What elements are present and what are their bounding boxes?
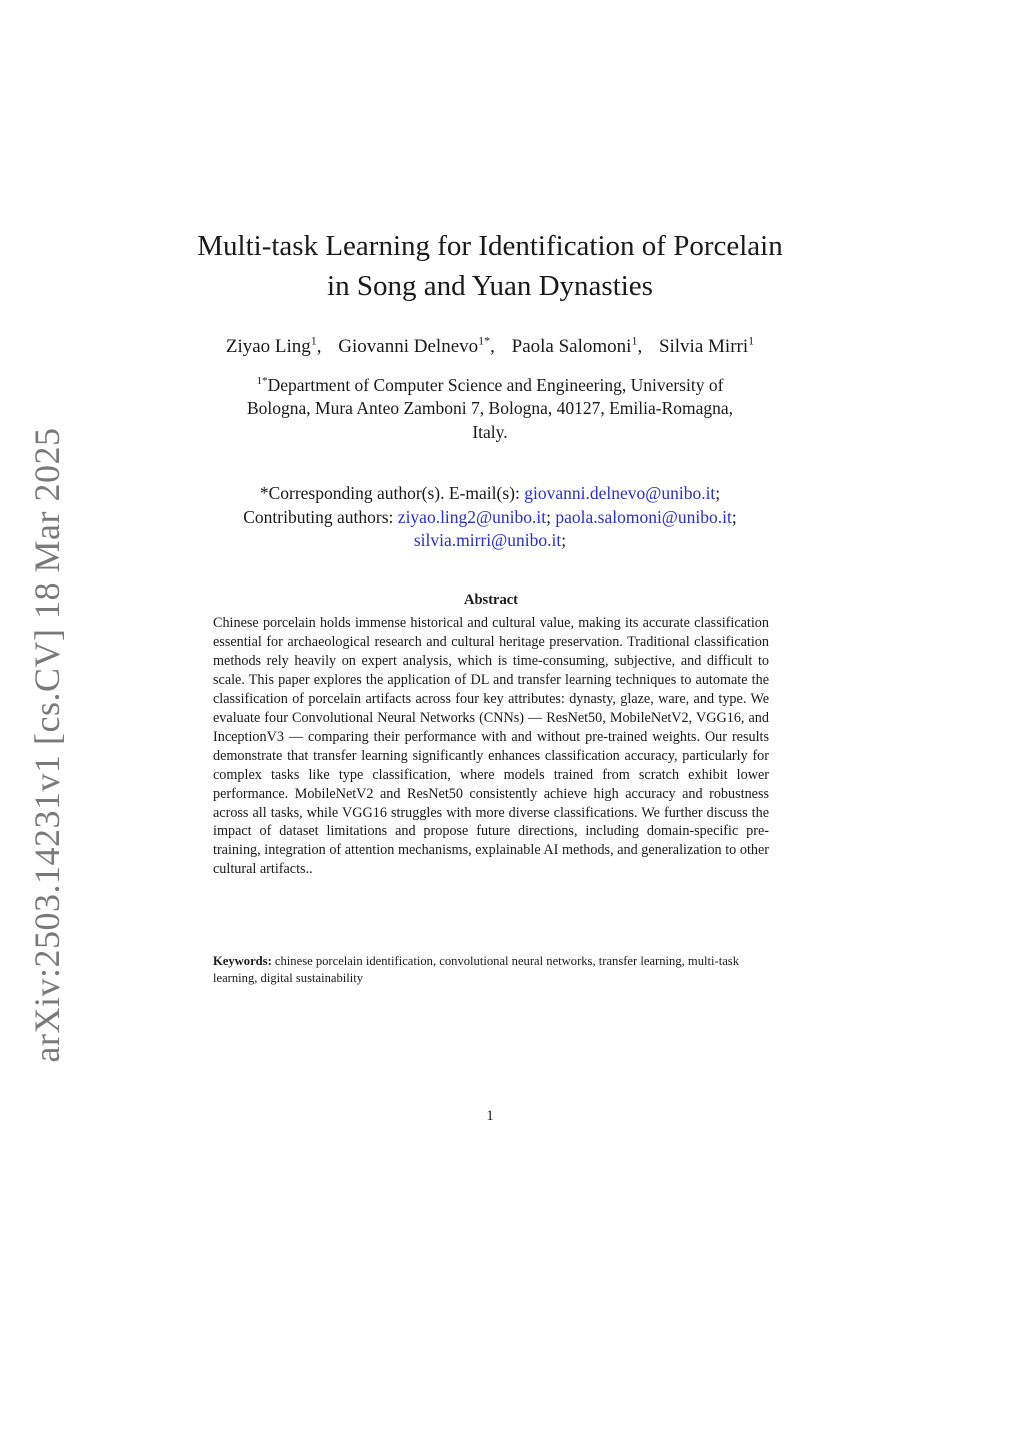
- contributor-email-link[interactable]: paola.salomoni@unibo.it: [555, 506, 732, 527]
- keywords-label: Keywords:: [213, 954, 272, 968]
- author-4: [659, 336, 754, 357]
- author-name: Silvia Mirri: [658, 336, 749, 358]
- author-affiliation-mark: 1*: [478, 334, 491, 348]
- affiliation-line-1: [180, 370, 800, 397]
- title-line-2: in Song and Yuan Dynasties: [327, 270, 653, 302]
- keywords-text: chinese porcelain identification, convolutional neural networks, transfer learning, multi-task learning, digital sustainability: [213, 954, 739, 985]
- author-affiliation-mark: 1: [748, 334, 755, 348]
- author-2: [338, 336, 495, 357]
- author-name: Giovanni Delnevo: [338, 336, 479, 358]
- affiliation-line-3: Italy.: [472, 421, 508, 442]
- affiliation: [180, 370, 800, 444]
- contributing-authors-line-2: silvia.mirri@unibo.it;: [413, 530, 567, 550]
- title-line-1: Multi-task Learning for Identification of Porcelain: [197, 230, 783, 262]
- author-name: Ziyao Ling: [225, 336, 311, 358]
- author-separator: ,: [316, 336, 322, 358]
- contributing-authors-line: Contributing authors: ziyao.ling2@unibo.it; paola.salomoni@unibo.it;: [243, 506, 737, 527]
- author-3: [512, 336, 643, 357]
- author-1: [226, 336, 322, 357]
- author-affiliation-mark: 1: [310, 334, 317, 348]
- affiliation-text: Department of Computer Science and Engineering, University of: [267, 374, 724, 395]
- contributor-email-link[interactable]: ziyao.ling2@unibo.it: [397, 506, 547, 527]
- author-separator: ,: [490, 336, 495, 358]
- contributor-email-link[interactable]: silvia.mirri@unibo.it: [413, 530, 562, 550]
- corresponding-email-link[interactable]: giovanni.delnevo@unibo.it: [524, 483, 716, 503]
- affiliation-line-2: Bologna, Mura Anteo Zamboni 7, Bologna, 40127, Emilia-Romagna,: [246, 398, 734, 419]
- abstract-heading: Abstract: [464, 592, 518, 608]
- author-list: [140, 334, 840, 358]
- arxiv-identifier-stamp: arXiv:2503.14231v1 [cs.CV] 18 Mar 2025: [27, 427, 67, 1063]
- abstract-text: Chinese porcelain holds immense historical and cultural value, making its accurate classification essential for archaeological research and cultural heritage preservation. Traditional classification methods rely heavily on expert analysis, which is time-consuming, subjective, and difficult to scale. This paper explores the application of DL and transfer learning techniques to automate the classification of porcelain artifacts across four key attributes: dynasty, glaze, ware, and type. We evaluate four Convolutional Neural Networks (CNNs) — ResNet50, MobileNetV2, VGG16, and InceptionV3 — comparing their performance with and without pre-trained weights. Our results demonstrate that transfer learning significantly enhances classification accuracy, particularly for complex tasks like type classification, where models trained from scratch exhibit lower performance. MobileNetV2 and ResNet50 consistently achieve high accuracy and robustness across all tasks, while VGG16 struggles with more diverse classifications. We further discuss the impact of dataset limitations and propose future directions, including domain-specific pre-training, integration of attention mechanisms, explainable AI methods, and generalization to other cultural artifacts..: [213, 615, 769, 878]
- corresponding-label: *Corresponding author(s). E-mail(s):: [259, 483, 520, 503]
- corresponding-author-line: *Corresponding author(s). E-mail(s): giovanni.delnevo@unibo.it;: [259, 483, 721, 503]
- affiliation-mark: 1*: [256, 375, 268, 387]
- author-affiliation-mark: 1: [631, 334, 638, 348]
- contributing-label: Contributing authors:: [243, 506, 394, 527]
- page-number: 1: [486, 1108, 494, 1124]
- author-name: Paola Salomoni: [511, 336, 632, 358]
- paper-title: [140, 226, 840, 306]
- keywords: [213, 953, 769, 986]
- contact-info: [160, 482, 820, 553]
- author-separator: ,: [637, 336, 643, 358]
